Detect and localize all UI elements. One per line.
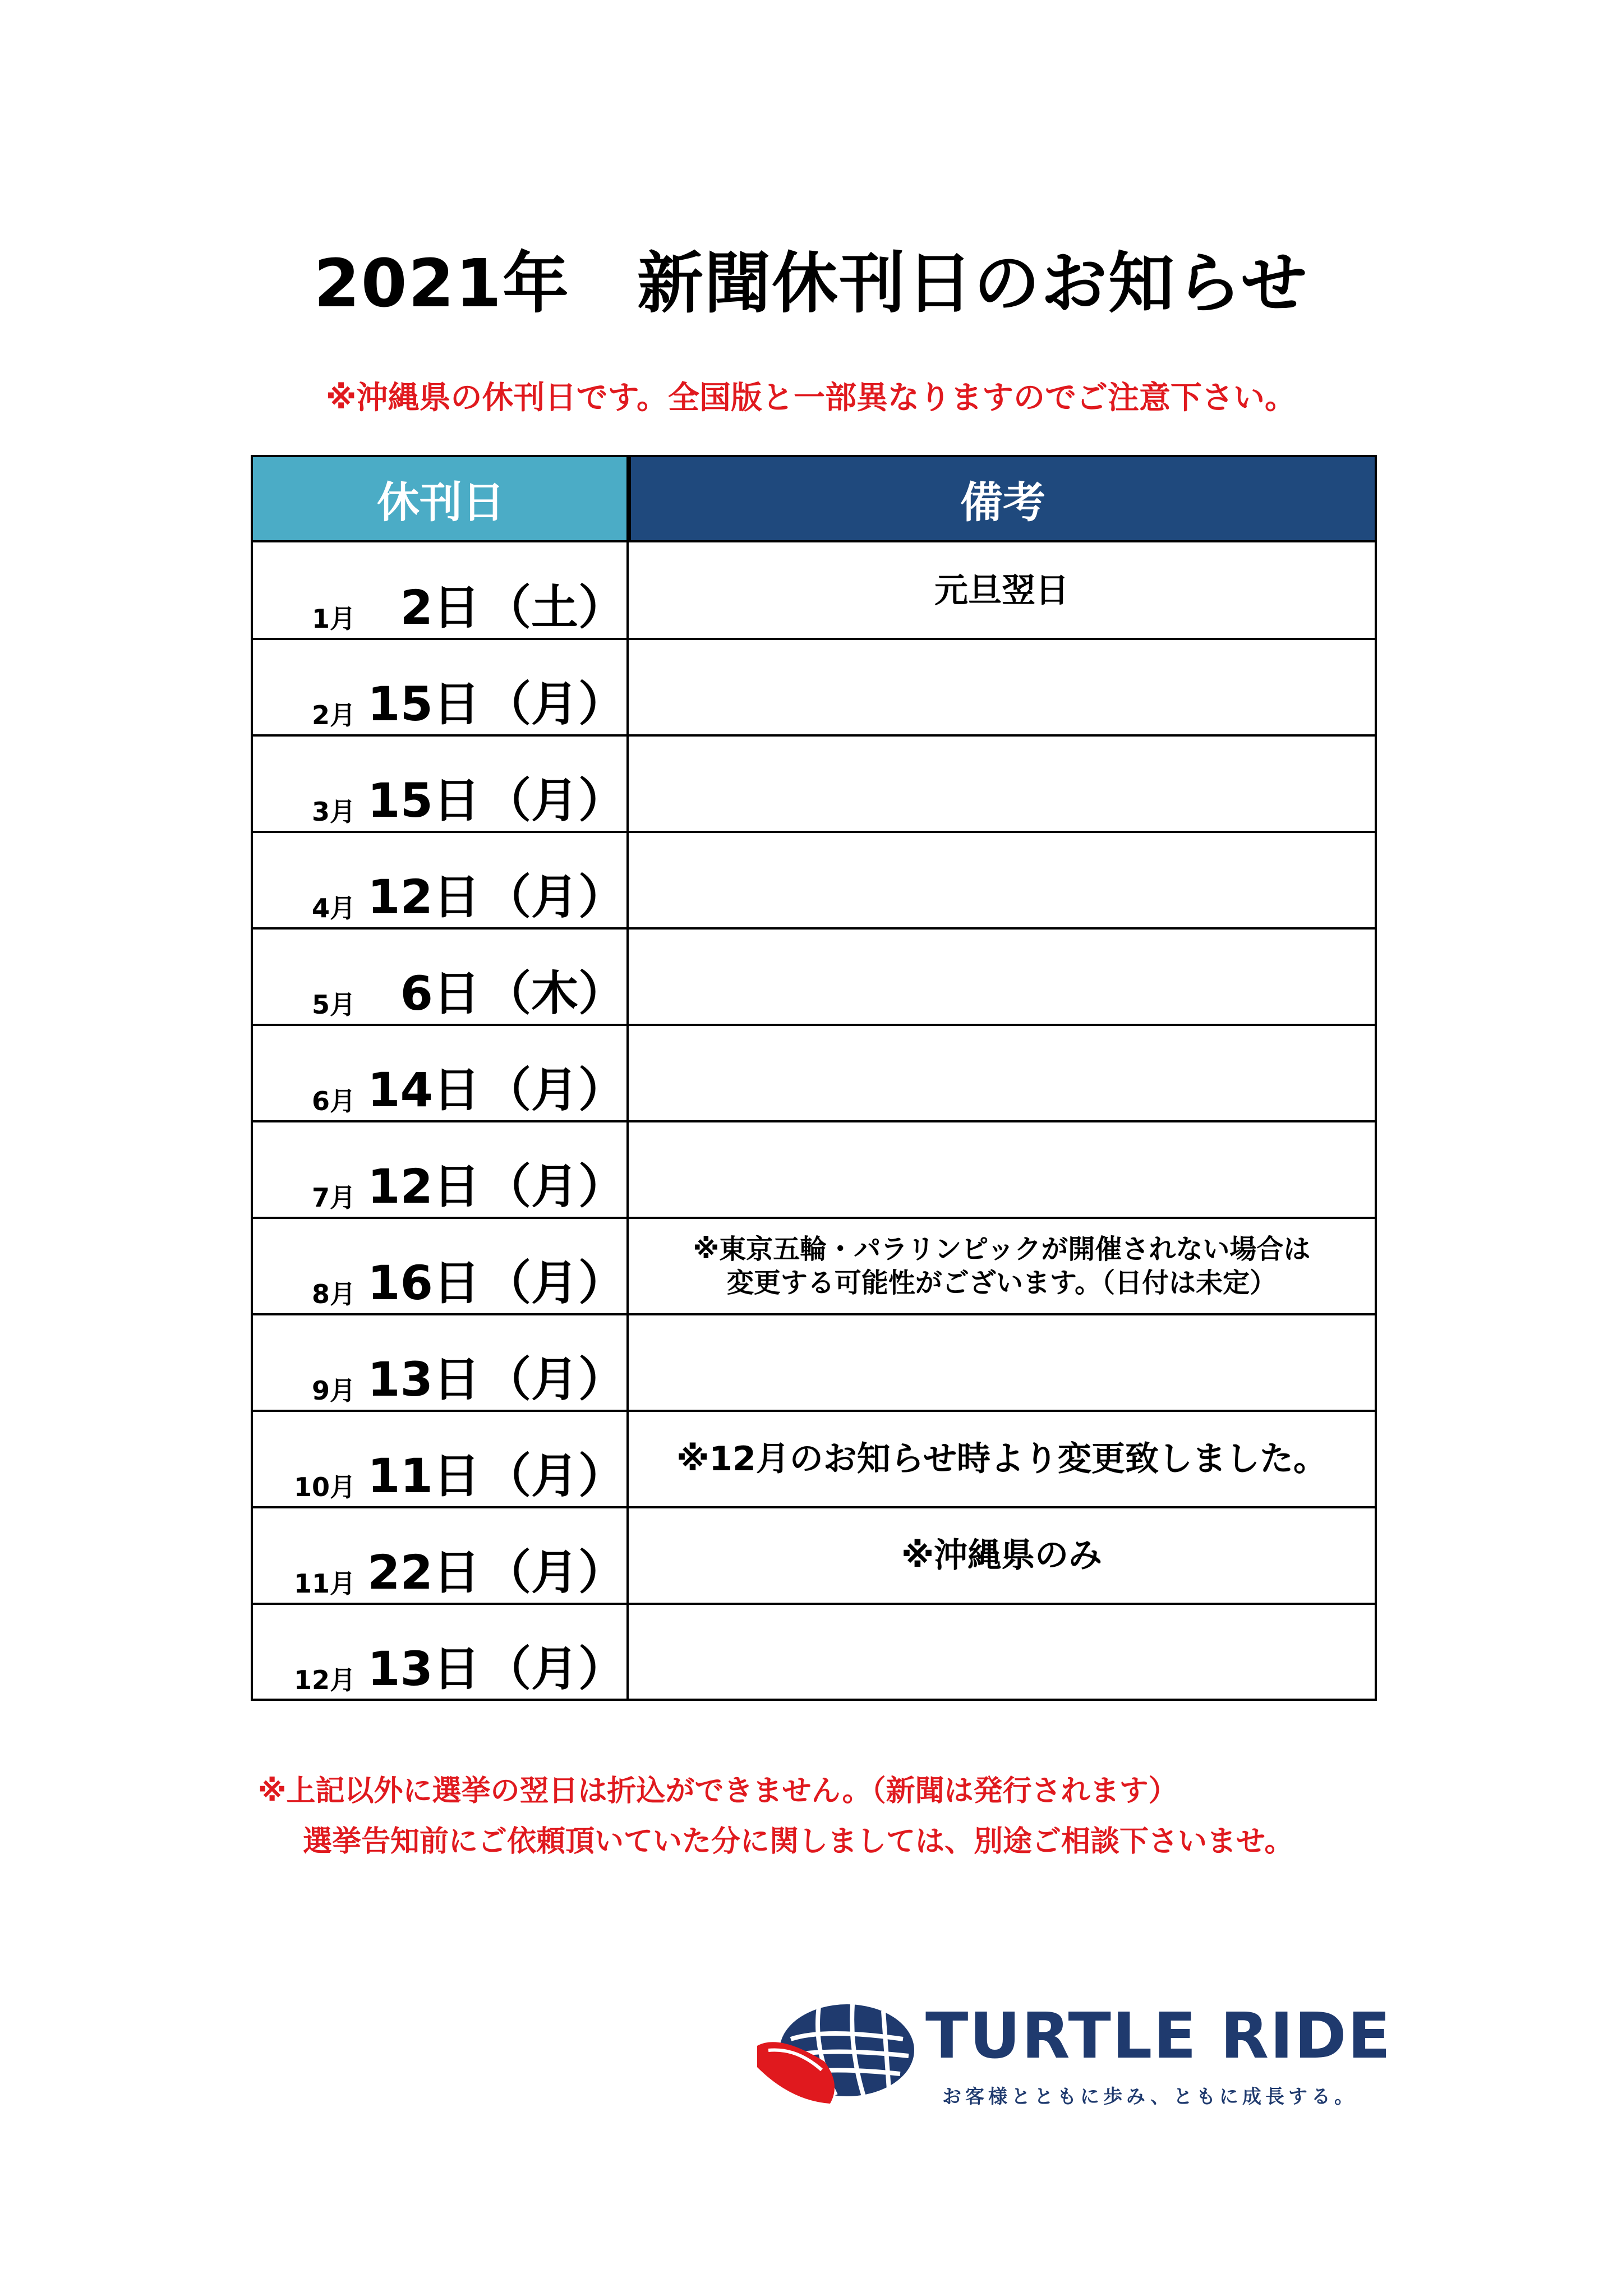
header-date: 休刊日 <box>253 457 629 540</box>
note-cell: ※東京五輪・パラリンピックが開催されない場合は 変更する可能性がございます。（日付は未定） <box>693 1234 1311 1299</box>
day-label: 15日 <box>367 773 480 828</box>
note-cell <box>629 1314 1375 1411</box>
month-label: 1月 <box>311 604 356 634</box>
date-cell <box>253 639 626 735</box>
weekday-label: （月） <box>484 1448 626 1503</box>
table-row <box>253 735 1375 832</box>
note-cell: ※12月のお知らせ時より変更致しました。 <box>676 1439 1328 1479</box>
weekday-label: （木） <box>484 966 626 1021</box>
date-cell <box>253 832 626 928</box>
day-label: 14日 <box>367 1062 480 1117</box>
note-cell <box>629 1121 1375 1218</box>
weekday-label: （月） <box>484 677 626 731</box>
day-label: 12日 <box>367 869 480 924</box>
day-label: 12日 <box>367 1159 480 1214</box>
date-cell <box>253 1507 626 1604</box>
table-row <box>253 1218 1375 1314</box>
date-cell <box>253 542 626 639</box>
month-label: 11月 <box>293 1568 356 1599</box>
logo-tagline: お客様とともに歩み、ともに成長する。 <box>942 2086 1358 2108</box>
table-row <box>253 1025 1375 1121</box>
month-label: 5月 <box>311 990 356 1020</box>
day-label: 22日 <box>367 1545 480 1600</box>
table-row <box>253 1604 1375 1700</box>
notice-text: ※沖縄県の休刊日です。全国版と一部異なりますのでご注意下さい。 <box>326 380 1296 416</box>
day-label: 13日 <box>367 1352 480 1407</box>
month-label: 7月 <box>311 1182 356 1213</box>
table-row <box>253 1314 1375 1411</box>
month-label: 6月 <box>311 1086 356 1116</box>
logo-name: TURTLE RIDE <box>925 2000 1392 2073</box>
note-cell <box>629 832 1375 928</box>
weekday-label: （月） <box>484 1159 626 1214</box>
weekday-label: （月） <box>484 1255 626 1310</box>
date-cell <box>253 1604 626 1700</box>
header-note: 備考 <box>629 457 1375 540</box>
day-label: 6日 <box>400 966 480 1021</box>
month-label: 2月 <box>311 700 356 730</box>
date-cell <box>253 1121 626 1218</box>
note-cell <box>629 928 1375 1025</box>
page-title: 2021年 新聞休刊日のお知らせ <box>314 245 1308 322</box>
table-row <box>253 639 1375 735</box>
month-label: 10月 <box>293 1472 356 1502</box>
note-cell: 元旦翌日 <box>934 571 1069 610</box>
table-row <box>253 928 1375 1025</box>
weekday-label: （月） <box>484 1545 626 1600</box>
weekday-label: （月） <box>484 1352 626 1407</box>
month-label: 4月 <box>311 893 356 923</box>
weekday-label: （月） <box>484 869 626 924</box>
day-label: 11日 <box>367 1448 480 1503</box>
weekday-label: （土） <box>484 580 626 635</box>
holiday-table <box>251 455 1377 1701</box>
date-cell <box>253 735 626 832</box>
date-cell <box>253 1411 626 1507</box>
day-label: 15日 <box>367 677 480 731</box>
month-label: 8月 <box>311 1279 356 1309</box>
note-cell <box>629 1604 1375 1700</box>
date-cell <box>253 1025 626 1121</box>
day-label: 2日 <box>400 580 480 635</box>
month-label: 12月 <box>293 1665 356 1695</box>
date-cell <box>253 928 626 1025</box>
note-cell: ※沖縄県のみ <box>901 1536 1103 1575</box>
month-label: 3月 <box>311 797 356 827</box>
day-label: 13日 <box>367 1641 480 1696</box>
date-cell <box>253 1314 626 1411</box>
note-cell <box>629 1025 1375 1121</box>
month-label: 9月 <box>311 1375 356 1406</box>
table-row <box>253 1507 1375 1604</box>
note-cell <box>629 639 1375 735</box>
date-cell <box>253 1218 626 1314</box>
turtle-ride-logo <box>752 1989 1392 2112</box>
table-row <box>253 1121 1375 1218</box>
table-row <box>253 832 1375 928</box>
day-label: 16日 <box>367 1255 480 1310</box>
table-row <box>253 542 1375 639</box>
footer-note-2: 選挙告知前にご依頼頂いていた分に関しましては、別途ご相談下さいませ。 <box>303 1825 1294 1858</box>
turtle-shell-icon <box>757 1994 920 2106</box>
weekday-label: （月） <box>484 773 626 828</box>
table-row <box>253 1411 1375 1507</box>
weekday-label: （月） <box>484 1641 626 1696</box>
note-cell <box>629 735 1375 832</box>
footer-note-1: ※上記以外に選挙の翌日は折込ができません。（新聞は発行されます） <box>258 1774 1178 1808</box>
weekday-label: （月） <box>484 1062 626 1117</box>
column-divider <box>626 457 629 1699</box>
